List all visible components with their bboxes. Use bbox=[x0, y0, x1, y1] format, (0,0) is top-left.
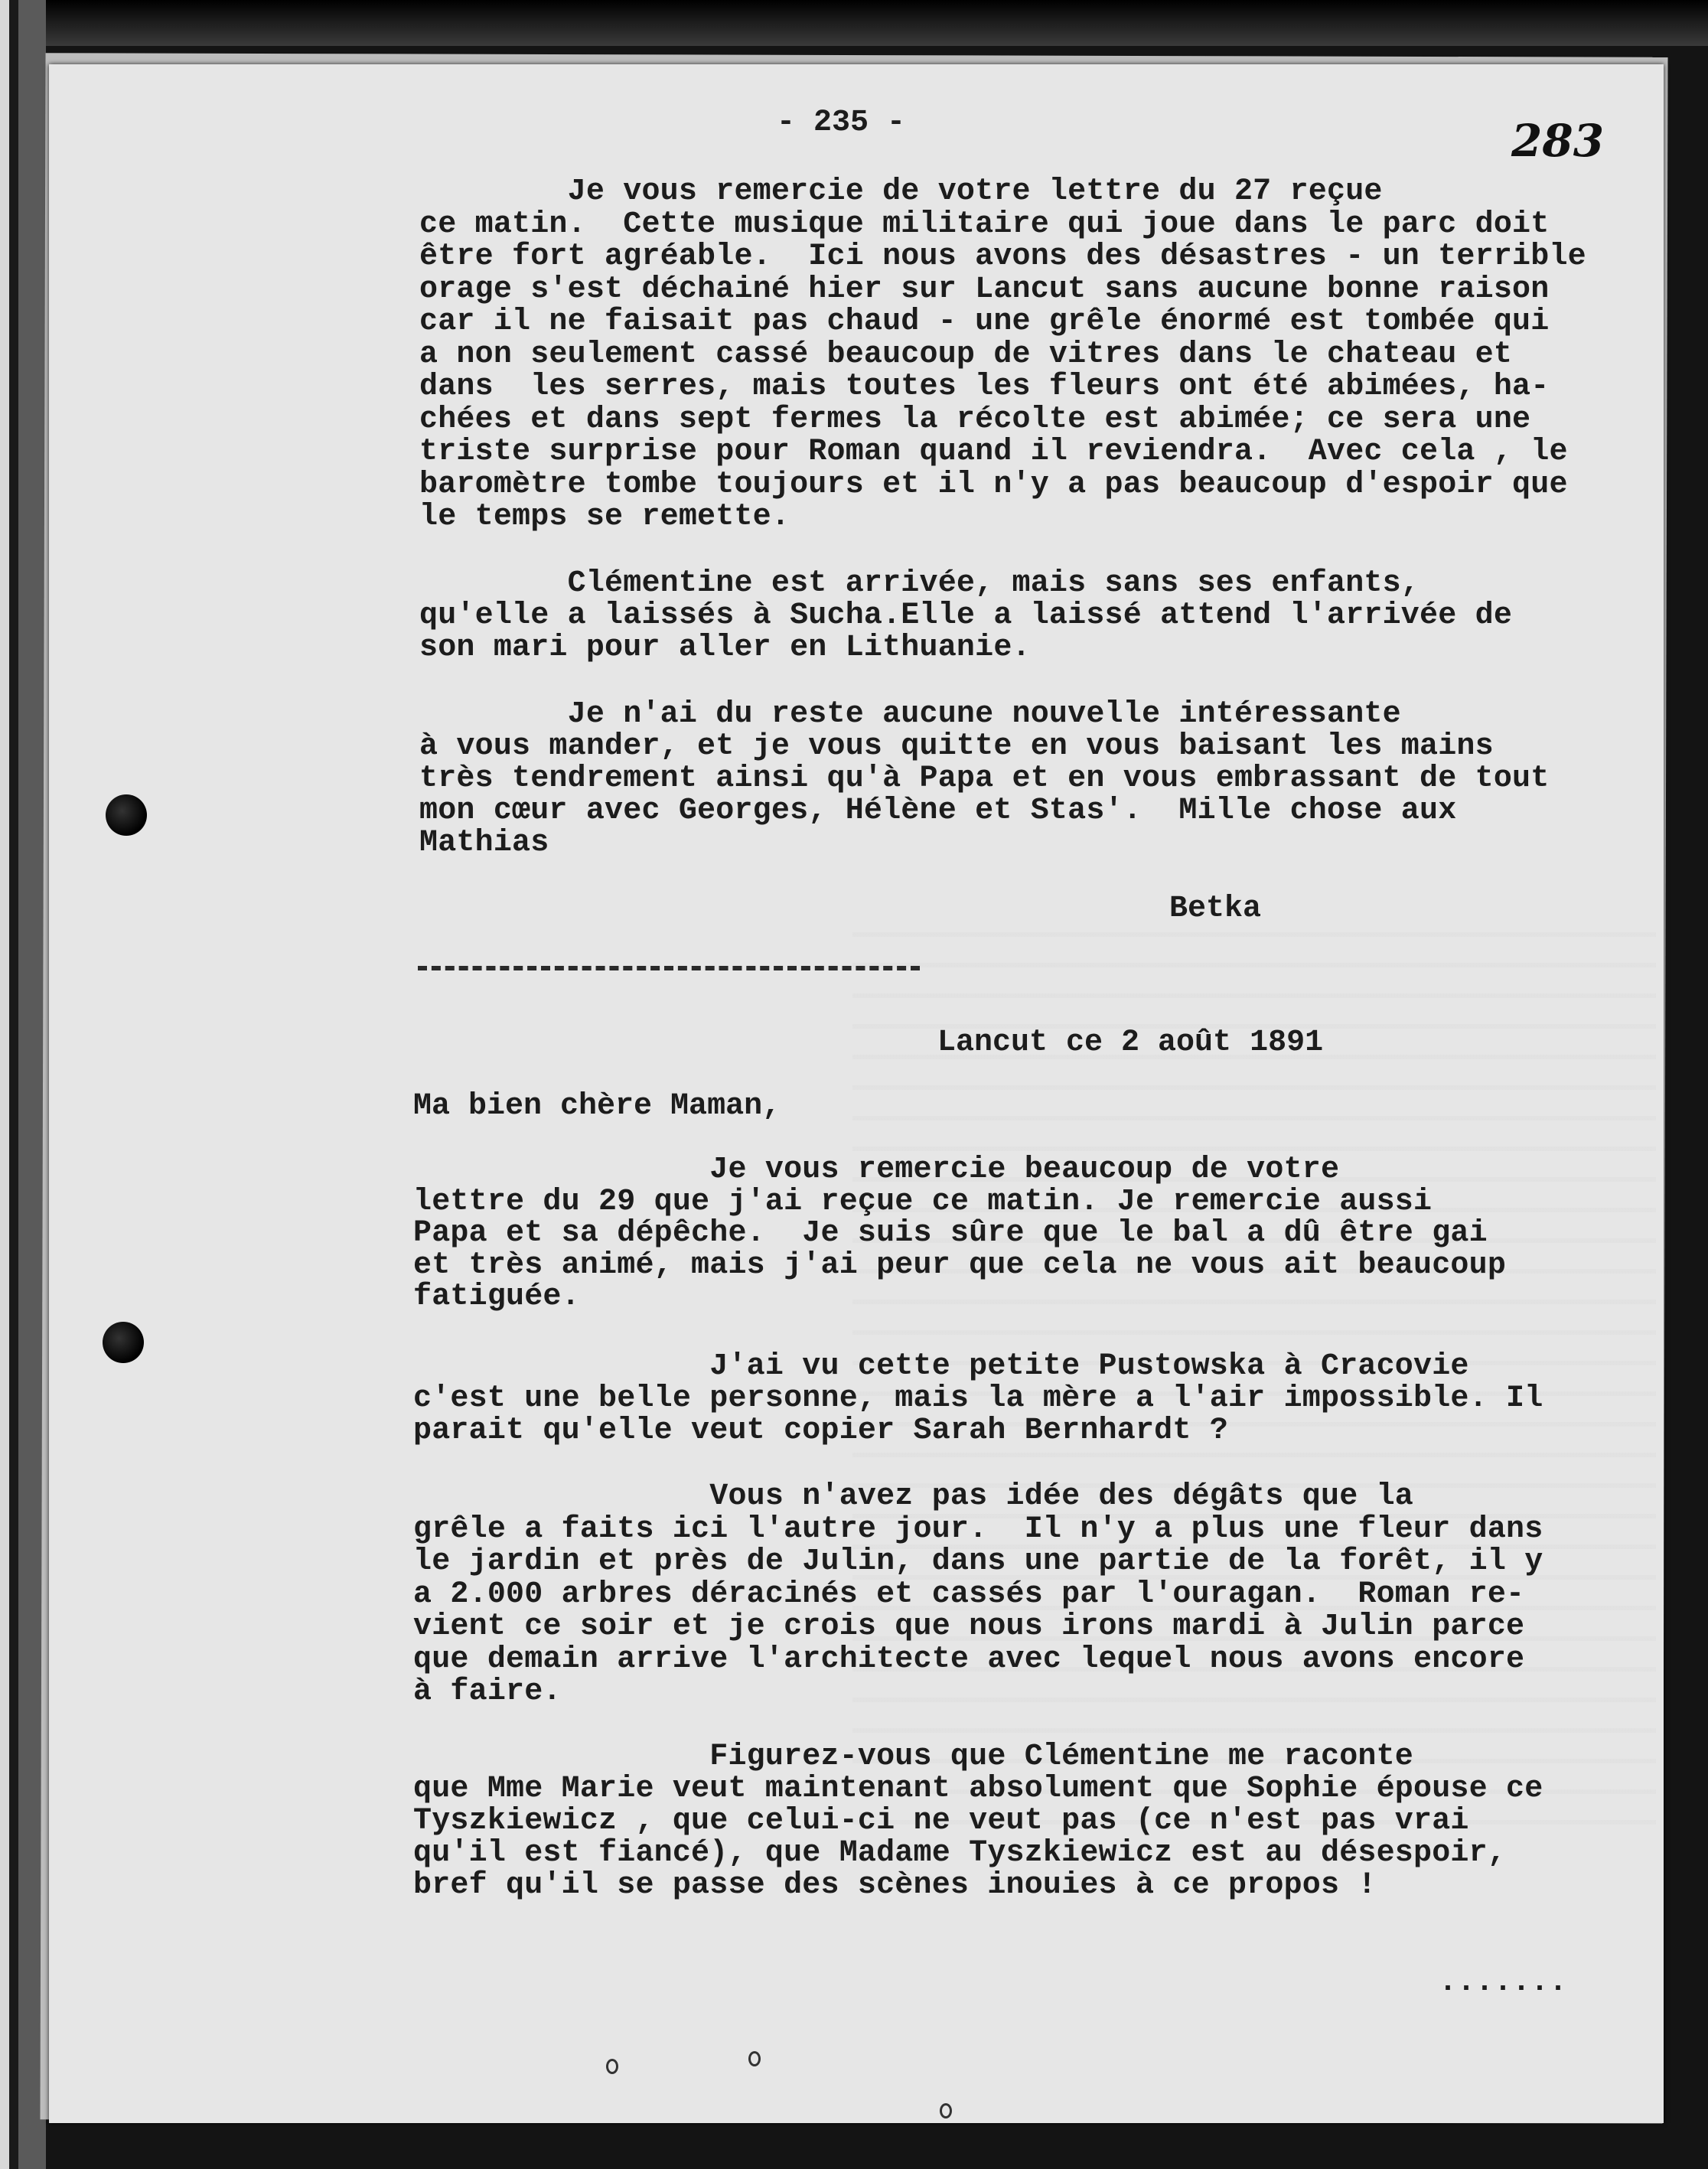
text-line: vient ce soir et je crois que nous irons mardi à Julin parce bbox=[413, 1610, 1525, 1644]
text-line: Je vous remercie de votre lettre du 27 reçue bbox=[419, 174, 1383, 209]
text-line: chées et dans sept fermes la récolte est abimée; ce sera une bbox=[419, 402, 1531, 437]
continuation-dots: ....... bbox=[1439, 1965, 1568, 2000]
text-line: a 2.000 arbres déracinés et cassés par l'ouragan. Roman re- bbox=[413, 1577, 1525, 1612]
text-line: orage s'est déchainé hier sur Lancut sans aucune bonne raison bbox=[419, 272, 1550, 307]
text-line: qu'elle a laissés à Sucha.Elle a laissé attend l'arrivée de bbox=[419, 599, 1513, 633]
text-line: à faire. bbox=[413, 1675, 562, 1709]
signature: Betka bbox=[1169, 892, 1262, 926]
letter2-dateline: Lancut ce 2 août 1891 bbox=[937, 1026, 1324, 1060]
text-line: grêle a faits ici l'autre jour. Il n'y a plus une fleur dans bbox=[413, 1512, 1543, 1547]
text-line: mon cœur avec Georges, Hélène et Stas'. Mille chose aux bbox=[419, 794, 1457, 828]
text-line: Papa et sa dépêche. Je suis sûre que le bal a dû être gai bbox=[413, 1216, 1488, 1251]
text-line: qu'il est fiancé), que Madame Tyszkiewicz est au désespoir, bbox=[413, 1836, 1507, 1871]
text-line: être fort agréable. Ici nous avons des désastres - un terrible bbox=[419, 240, 1586, 274]
page-number: - 235 - bbox=[777, 106, 906, 140]
text-line: très tendrement ainsi qu'à Papa et en vous embrassant de tout bbox=[419, 762, 1550, 796]
letter-divider bbox=[418, 966, 920, 970]
text-line: c'est une belle personne, mais la mère a l'air impossible. Il bbox=[413, 1381, 1543, 1416]
text-line: triste surprise pour Roman quand il reviendra. Avec cela , le bbox=[419, 435, 1568, 469]
text-line: à vous mander, et je vous quitte en vous baisant les mains bbox=[419, 729, 1494, 764]
text-line: dans les serres, mais toutes les fleurs ont été abimées, ha- bbox=[419, 370, 1550, 404]
text-line: Je n'ai du reste aucune nouvelle intéressante bbox=[419, 697, 1401, 732]
text-line: baromètre tombe toujours et il n'y a pas beaucoup d'espoir que bbox=[419, 467, 1568, 502]
text-line: Mathias bbox=[419, 826, 549, 860]
text-line: fatiguée. bbox=[413, 1280, 580, 1314]
text-line: lettre du 29 que j'ai reçue ce matin. Je remercie aussi bbox=[413, 1184, 1433, 1219]
text-line: bref qu'il se passe des scènes inouies à ce propos ! bbox=[413, 1868, 1377, 1903]
text-line: J'ai vu cette petite Pustowska à Cracovie bbox=[413, 1349, 1469, 1384]
text-line: que Mme Marie veut maintenant absolument que Sophie épouse ce bbox=[413, 1772, 1543, 1806]
text-line: Clémentine est arrivée, mais sans ses enfants, bbox=[419, 566, 1420, 601]
text-line: Tyszkiewicz , que celui-ci ne veut pas (ce n'est pas vrai bbox=[413, 1804, 1469, 1838]
text-line: parait qu'elle veut copier Sarah Bernhardt ? bbox=[413, 1414, 1228, 1448]
text-line: son mari pour aller en Lithuanie. bbox=[419, 631, 1031, 665]
text-line: le temps se remette. bbox=[419, 500, 790, 534]
text-line: Vous n'avez pas idée des dégâts que la bbox=[413, 1479, 1414, 1514]
text-line: et très animé, mais j'ai peur que cela ne vous ait beaucoup bbox=[413, 1248, 1507, 1283]
text-line: ce matin. Cette musique militaire qui joue dans le parc doit bbox=[419, 207, 1550, 242]
text-line: Je vous remercie beaucoup de votre bbox=[413, 1153, 1340, 1187]
letter2-salutation: Ma bien chère Maman, bbox=[413, 1089, 781, 1124]
text-line: a non seulement cassé beaucoup de vitres dans le chateau et bbox=[419, 337, 1513, 372]
text-line: que demain arrive l'architecte avec lequel nous avons encore bbox=[413, 1642, 1525, 1677]
text-line: le jardin et près de Julin, dans une partie de la forêt, il y bbox=[413, 1544, 1543, 1579]
text-line: car il ne faisait pas chaud - une grêle énormé est tombée qui bbox=[419, 305, 1550, 339]
archive-number-handwritten: 283 bbox=[1511, 115, 1605, 167]
text-line: Figurez-vous que Clémentine me raconte bbox=[413, 1740, 1414, 1774]
